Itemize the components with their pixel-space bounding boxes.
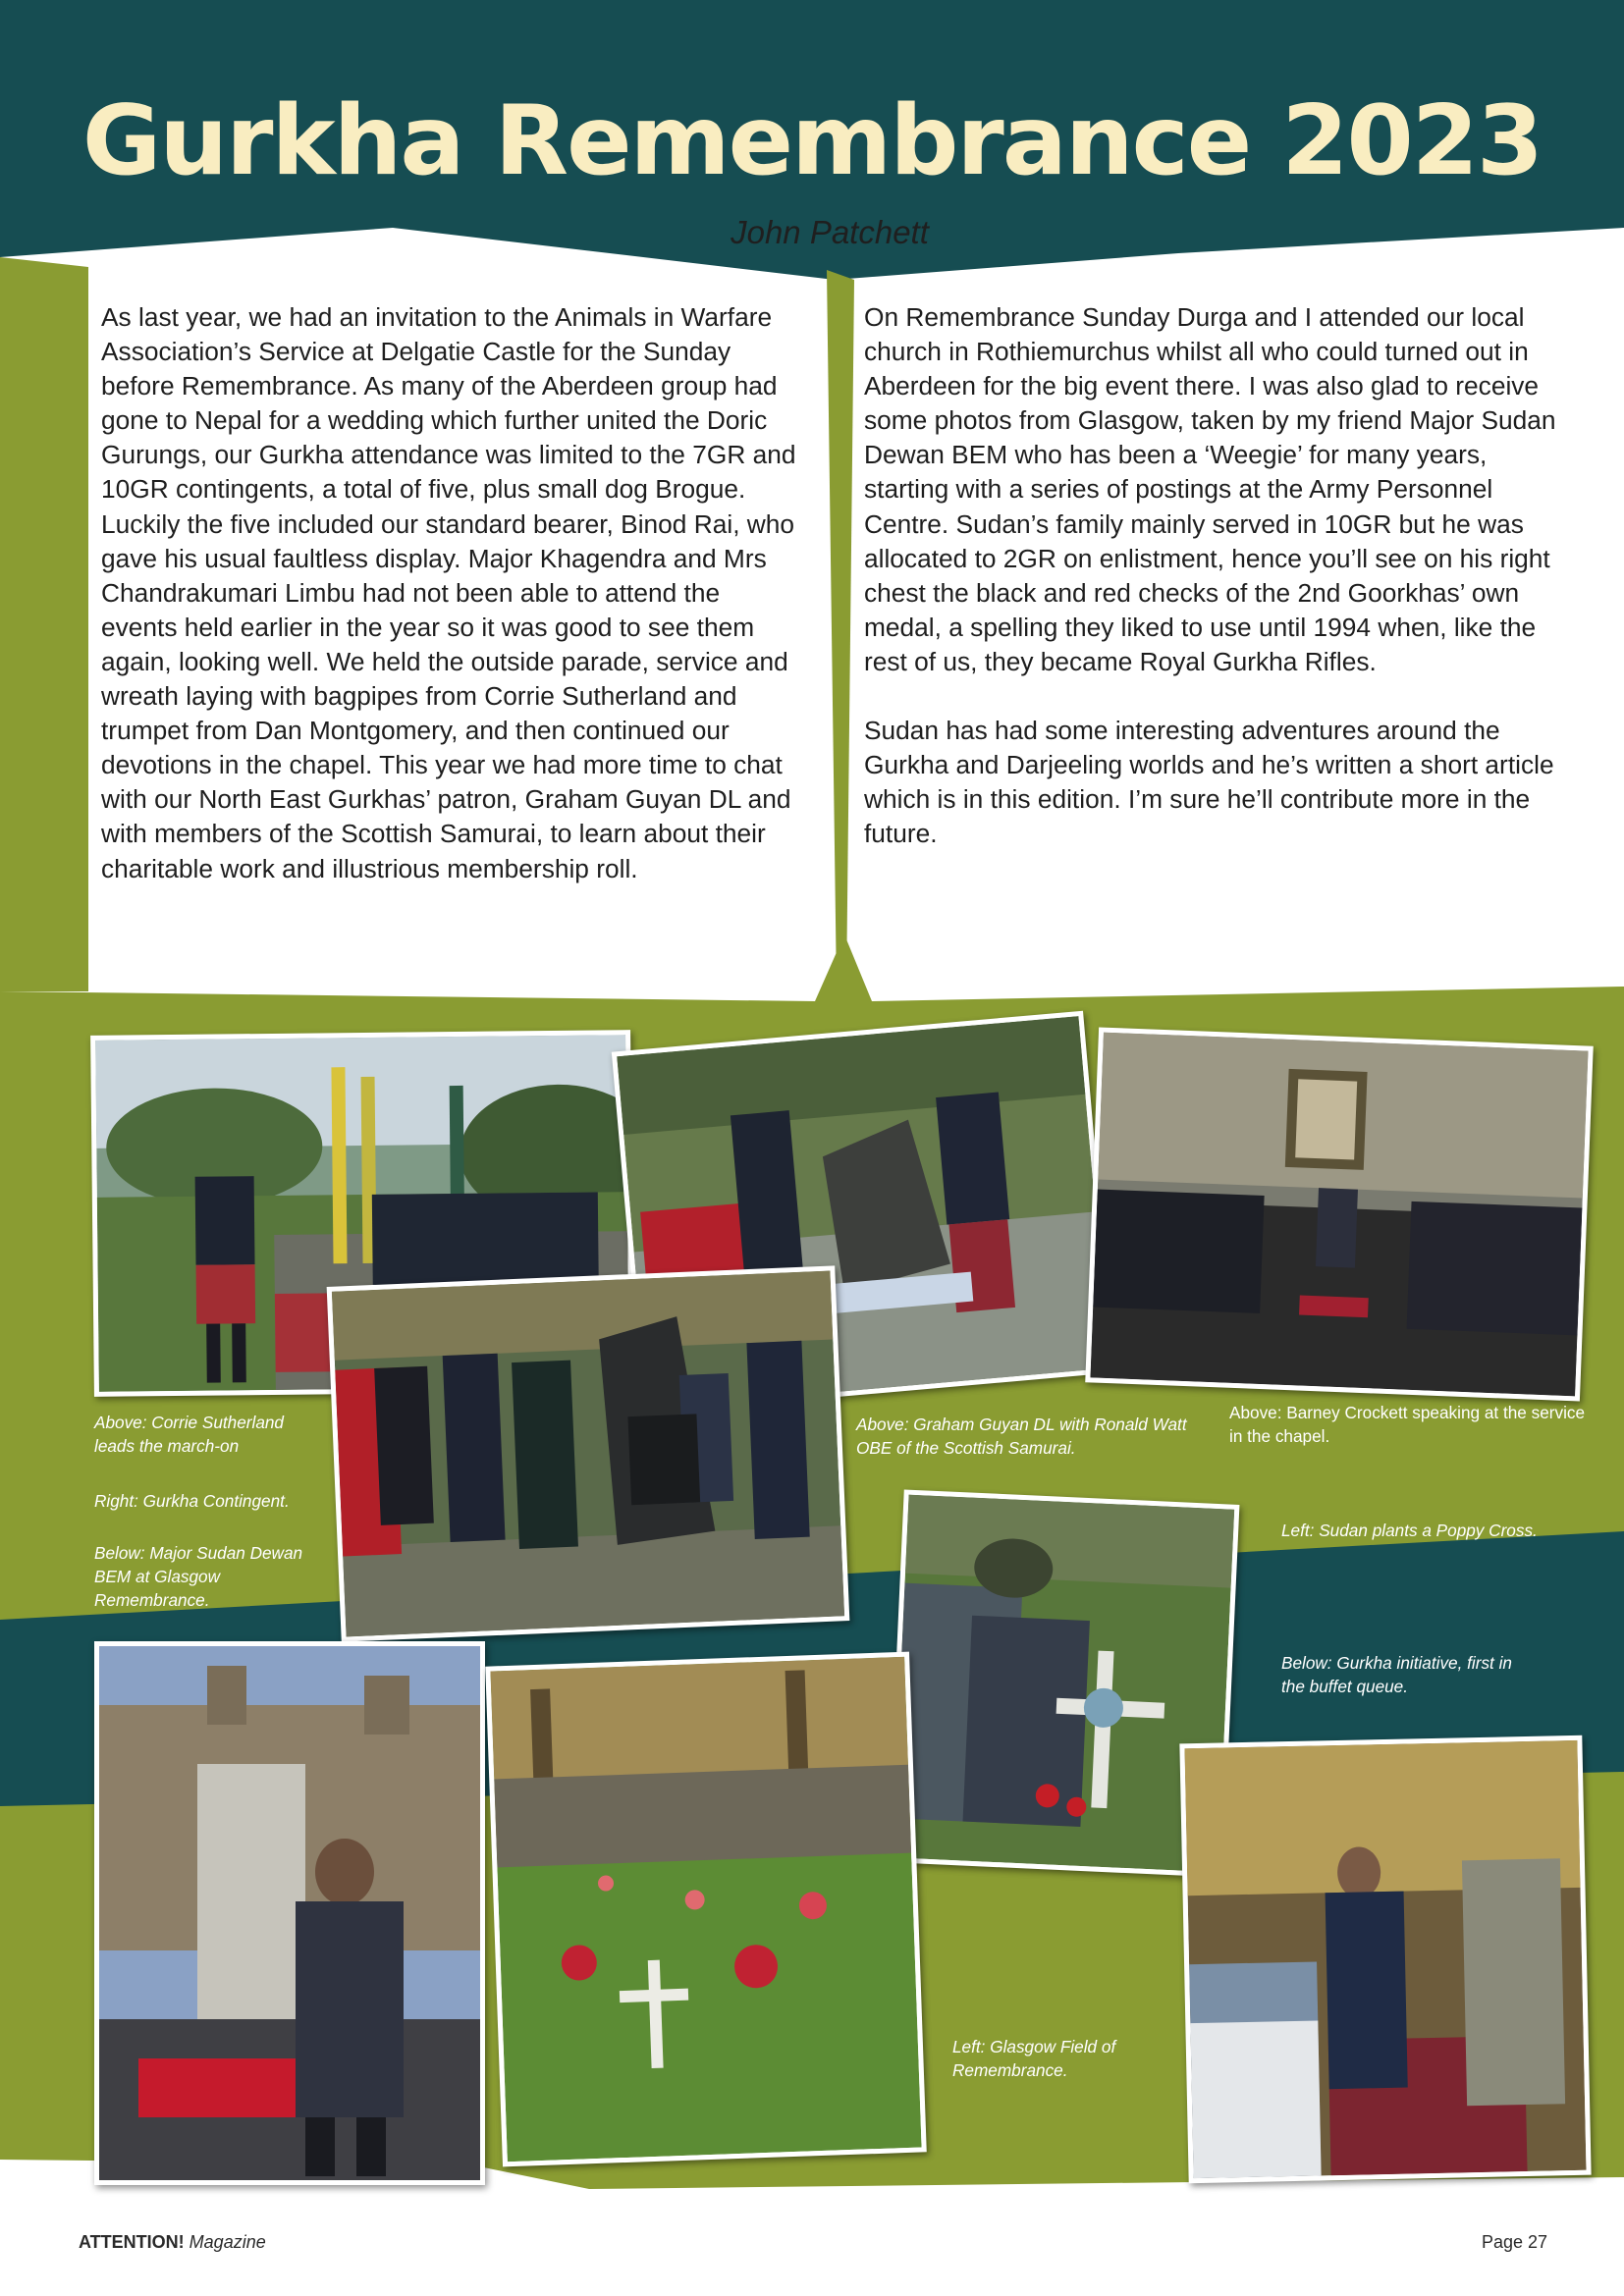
article-column-left [101,300,800,886]
magazine-suffix: Magazine [189,2232,266,2252]
caption-corrie-sutherland: Above: Corrie Sutherland leads the march-on [94,1413,284,1456]
caption-poppy-cross: Left: Sudan plants a Poppy Cross. [1281,1521,1538,1540]
page-title: Gurkha Remembrance 2023 [81,85,1543,197]
article-paragraph: As last year, we had an invitation to the Animals in Warfare Association’s Service at Delgatie Castle for the Sunday before Remembrance. As many of the Aberdeen group had gone to Nepal for a wedding which further united the Doric Gurungs, our Gurkha attendance was limited to the 7GR and 10GR contingents, a total of five, plus small dog Brogue. Luckily the five included our standard bearer, Binod Rai, who gave his usual faultless display. Major Khagendra and Mrs Chandrakumari Limbu had not been able to attend the events held earlier in the year so it was good to see them again, looking well. We held the outside parade, service and wreath laying with bagpipes from Corrie Sutherland and trumpet from Dan Montgomery, and then continued our devotions in the chapel. This year we had more time to chat with our North East Gurkhas’ patron, Graham Guyan DL and with members of the Scottish Samurai, to learn about their charitable work and illustrious membership roll. [101,302,796,883]
photo-field-of-remembrance [485,1652,927,2167]
photo-gurkha-contingent [327,1265,850,1641]
footer-magazine [79,2232,266,2253]
author-byline: John Patchett [731,214,929,250]
photo-buffet-queue [1179,1735,1591,2183]
page-number: Page 27 [1481,2232,1547,2252]
magazine-name: ATTENTION! [79,2232,185,2252]
photo-chapel-service [1085,1027,1594,1401]
article-paragraph: On Remembrance Sunday Durga and I attended our local church in Rothiemurchus whilst all who could turned out in Aberdeen for the big event there. I was also glad to receive some photos from Glasgow, taken by my friend Major Sudan Dewan BEM who has been a ‘Weegie’ for many years, starting with a series of postings at the Army Personnel Centre. Sudan’s family mainly served in 10GR but he was allocated to 2GR on enlistment, hence you’ll see on his right chest the black and red checks of the 2nd Goorkhas’ own medal, a spelling they liked to use until 1994 when, like the rest of us, they became Royal Gurkha Rifles. [864,302,1556,676]
caption-field-of-remembrance: Left: Glasgow Field of Remembrance. [952,2037,1116,2080]
article-column-right [864,300,1556,851]
article-paragraph: Sudan has had some interesting adventures around the Gurkha and Darjeeling worlds and he’s written a short article which is in this edition. I’m sure he’ll contribute more in the future. [864,716,1554,849]
caption-barney-crockett: Above: Barney Crockett speaking at the service in the chapel. [1229,1403,1586,1446]
caption-guyan-watt: Above: Graham Guyan DL with Ronald Watt OBE of the Scottish Samurai. [856,1415,1187,1458]
photo-sudan-glasgow [94,1641,485,2185]
caption-buffet-queue: Below: Gurkha initiative, first in the buffet queue. [1281,1653,1512,1696]
caption-gurkha-contingent: Right: Gurkha Contingent. [94,1491,290,1511]
caption-sudan-glasgow: Below: Major Sudan Dewan BEM at Glasgow Remembrance. [94,1543,303,1610]
olive-divider [827,270,854,991]
olive-column-shadow-left [0,257,88,991]
